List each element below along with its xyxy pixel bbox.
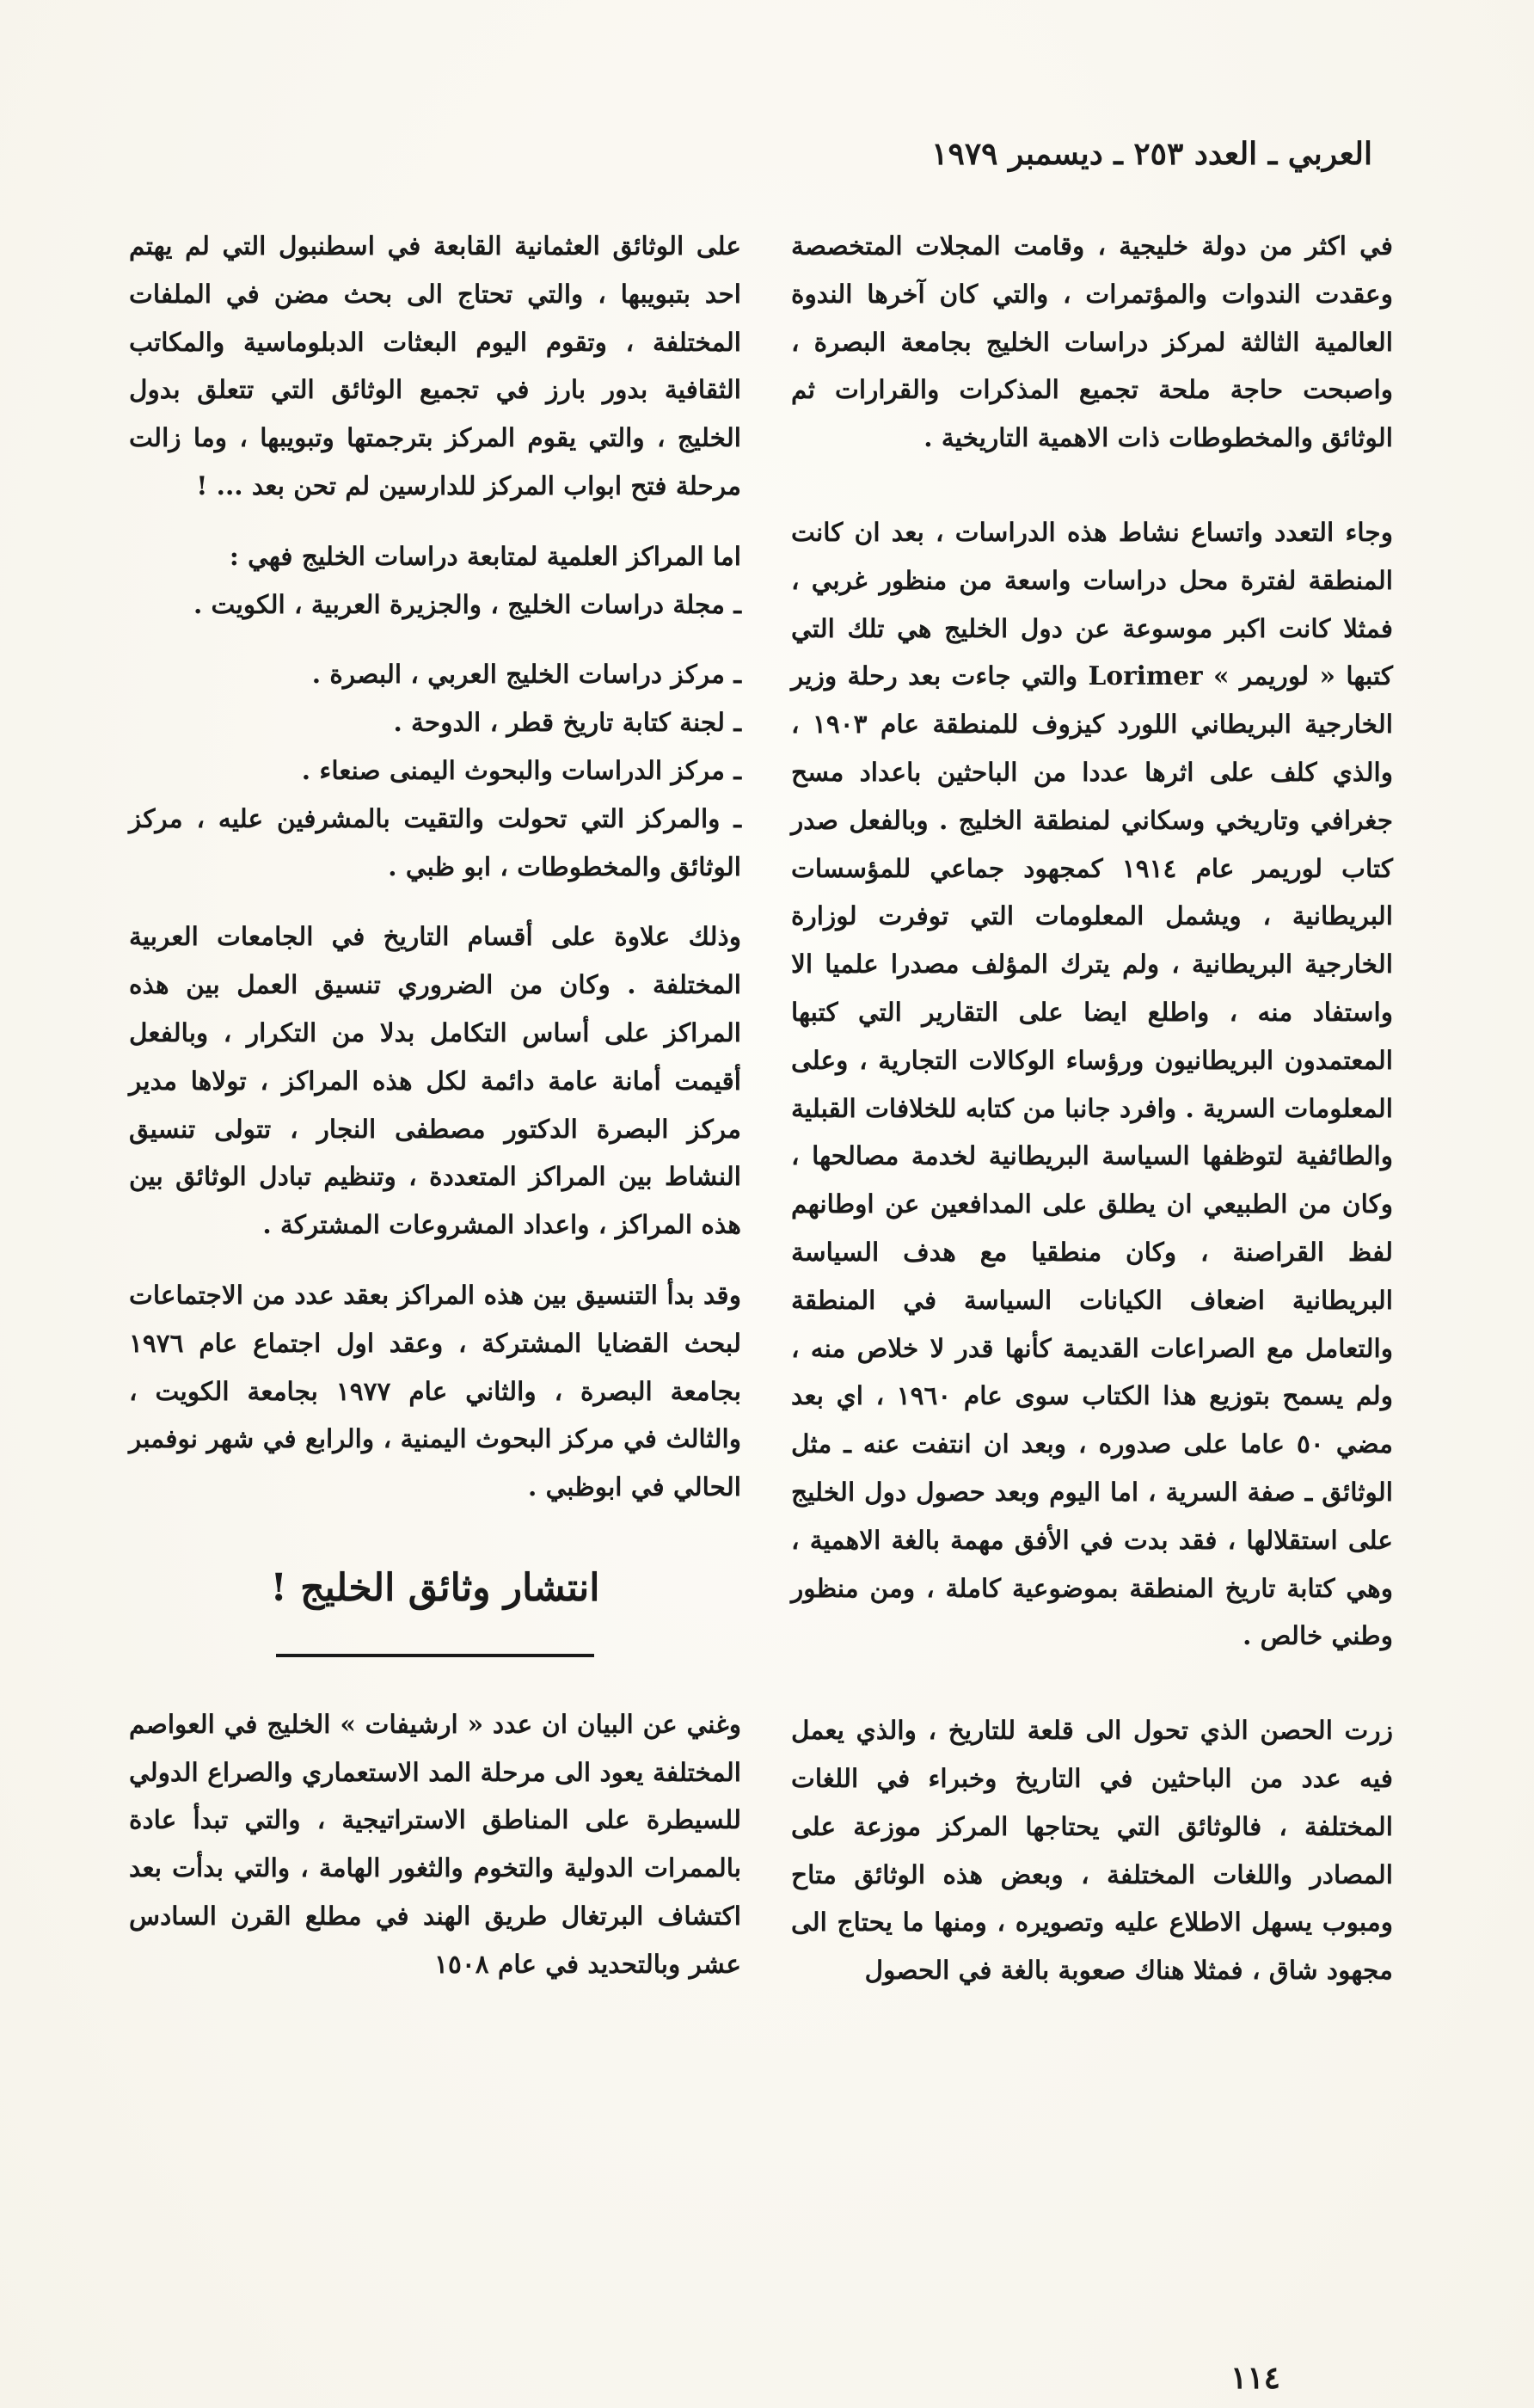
paragraph: وقد بدأ التنسيق بين هذه المراكز بعقد عدد من الاجتماعات لبحث القضايا المشتركة ، وعقد اول اجتماع عام ١٩٧٦ بجامعة البصرة ، والثاني عام ١٩٧٧ بجامعة الكويت ، والثالث في مركز البحوث اليمنية ، والرابع في شهر نوفمبر الحالي في ابوظبي .: [129, 1279, 741, 1502]
paragraph: زرت الحصن الذي تحول الى قلعة للتاريخ ، والذي يعمل فيه عدد من الباحثين في التاريخ وخبراء في اللغات المختلفة ، فالوثائق التي يحتاجها المركز موزعة على المصادر واللغات المختلفة ، وبعض هذه الوثائق متاح ومبوب يسهل الاطلاع عليه وتصويره ، ومنها ما يحتاج الى مجهود شاق ، فمثلا هناك صعوبة بالغة في الحصول: [791, 1715, 1393, 1986]
list-item: ـ مركز دراسات الخليج العربي ، البصرة .: [311, 659, 741, 690]
running-header: العربي ـ العدد ٢٥٣ ـ ديسمبر ١٩٧٩: [931, 136, 1372, 172]
paragraph: اما المراكز العلمية لمتابعة دراسات الخليج فهي :: [229, 540, 741, 571]
heading-underline: [276, 1654, 594, 1657]
left-column: [129, 222, 741, 1988]
list-item: ـ مجلة دراسات الخليج ، والجزيرة العربية ، الكويت .: [193, 588, 741, 619]
paragraph: وذلك علاوة على أقسام التاريخ في الجامعات العربية المختلفة . وكان من الضروري تنسيق العمل بين هذه المراكز على أساس التكامل بدلا من التكرار ، وبالفعل أقيمت أمانة عامة دائمة لكل هذه المراكز ، تولاها مدير مركز البصرة الدكتور مصطفى النجار ، تتولى تنسيق النشاط بين المراكز المتعددة ، وتنظيم تبادل الوثائق بين هذه المراكز ، واعداد المشروعات المشتركة .: [129, 921, 741, 1240]
list-item: ـ لجنة كتابة تاريخ قطر ، الدوحة .: [393, 707, 741, 738]
paragraph: على الوثائق العثمانية القابعة في اسطنبول التي لم يهتم احد بتبويبها ، والتي تحتاج الى بحث مضن في الملفات المختلفة ، وتقوم اليوم البعثات الدبلوماسية والمكاتب الثقافية بدور بارز في تجميع الوثائق التي تتعلق بدول الخليج ، والتي يقوم المركز بترجمتها وتبويبها ، وما زالت مرحلة فتح ابواب المركز للدارسين لم تحن بعد ... !: [129, 230, 741, 501]
section-heading-block: [129, 1563, 741, 1657]
list-item: ـ والمركز التي تحولت والتقيت بالمشرفين عليه ، مركز الوثائق والمخطوطات ، ابو ظبي .: [129, 802, 741, 882]
paragraph: وجاء التعدد واتساع نشاط هذه الدراسات ، بعد ان كانت المنطقة لفترة محل دراسات واسعة من منظور غربي ، فمثلا كانت اكبر موسوعة عن دول الخليج هي تلك التي كتبها « لوريمر » Lorimer والتي جاءت بعد رحلة وزير الخارجية البريطاني اللورد كيزوف للمنطقة عام ١٩٠٣ ، والذي كلف على اثرها عددا من الباحثين باعداد مسح جغرافي وتاريخي وسكاني لمنطقة الخليج . وبالفعل صدر كتاب لوريمر عام ١٩١٤ كمجهود جماعي للمؤسسات البريطانية ، ويشمل المعلومات التي توفرت لوزارة الخارجية البريطانية ، ولم يترك المؤلف مصدرا علميا الا واستفاد منه ، واطلع ايضا على التقارير التي كتبها المعتمدون البريطانيون ورؤساء الوكالات التجارية ، وعلى المعلومات السرية . وافرد جانبا من كتابه للخلافات القبلية والطائفية لتوظفها السياسة البريطانية لخدمة مصالحها ، وكان من الطبيعي ان يطلق على المدافعين عن اوطانهم لفظ القراصنة ، وكان منطقيا مع هدف السياسة البريطانية اضعاف الكيانات السياسة في المنطقة والتعامل مع الصراعات القديمة كأنها قدر لا خلاص منه ، ولم يسمح بتوزيع هذا الكتاب سوى عام ١٩٦٠ ، اي بعد مضي ٥٠ عاما على صدوره ، وبعد ان انتفت عنه ـ مثل الوثائق ـ صفة السرية ، اما اليوم وبعد حصول دول الخليج على استقلالها ، فقد بدت في الأفق مهمة بالغة الاهمية ، وهي كتابة تاريخ المنطقة بموضوعية كاملة ، ومن منظور وطني خالص .: [791, 516, 1393, 1651]
section-heading: انتشار وثائق الخليج !: [270, 1565, 600, 1610]
paragraph: وغني عن البيان ان عدد « ارشيفات » الخليج في العواصم المختلفة يعود الى مرحلة المد الاستعماري والصراع الدولي للسيطرة على المناطق الاستراتيجية ، والتي تبدأ عادة بالممرات الدولية والتخوم والثغور الهامة ، والتي بدأت بعد اكتشاف البرتغال طريق الهند في مطلع القرن السادس عشر وبالتحديد في عام ١٥٠٨: [129, 1708, 741, 1979]
list-item: ـ مركز الدراسات والبحوث اليمنى صنعاء .: [301, 754, 741, 785]
right-column: [791, 222, 1393, 1994]
paragraph: في اكثر من دولة خليجية ، وقامت المجلات المتخصصة وعقدت الندوات والمؤتمرات ، والتي كان آخرها الندوة العالمية الثالثة لمركز دراسات الخليج بجامعة البصرة ، واصبحت حاجة ملحة تجميع المذكرات والقرارات ثم الوثائق والمخطوطات ذات الاهمية التاريخية .: [791, 230, 1393, 453]
page-number: ١١٤: [1230, 2360, 1280, 2396]
